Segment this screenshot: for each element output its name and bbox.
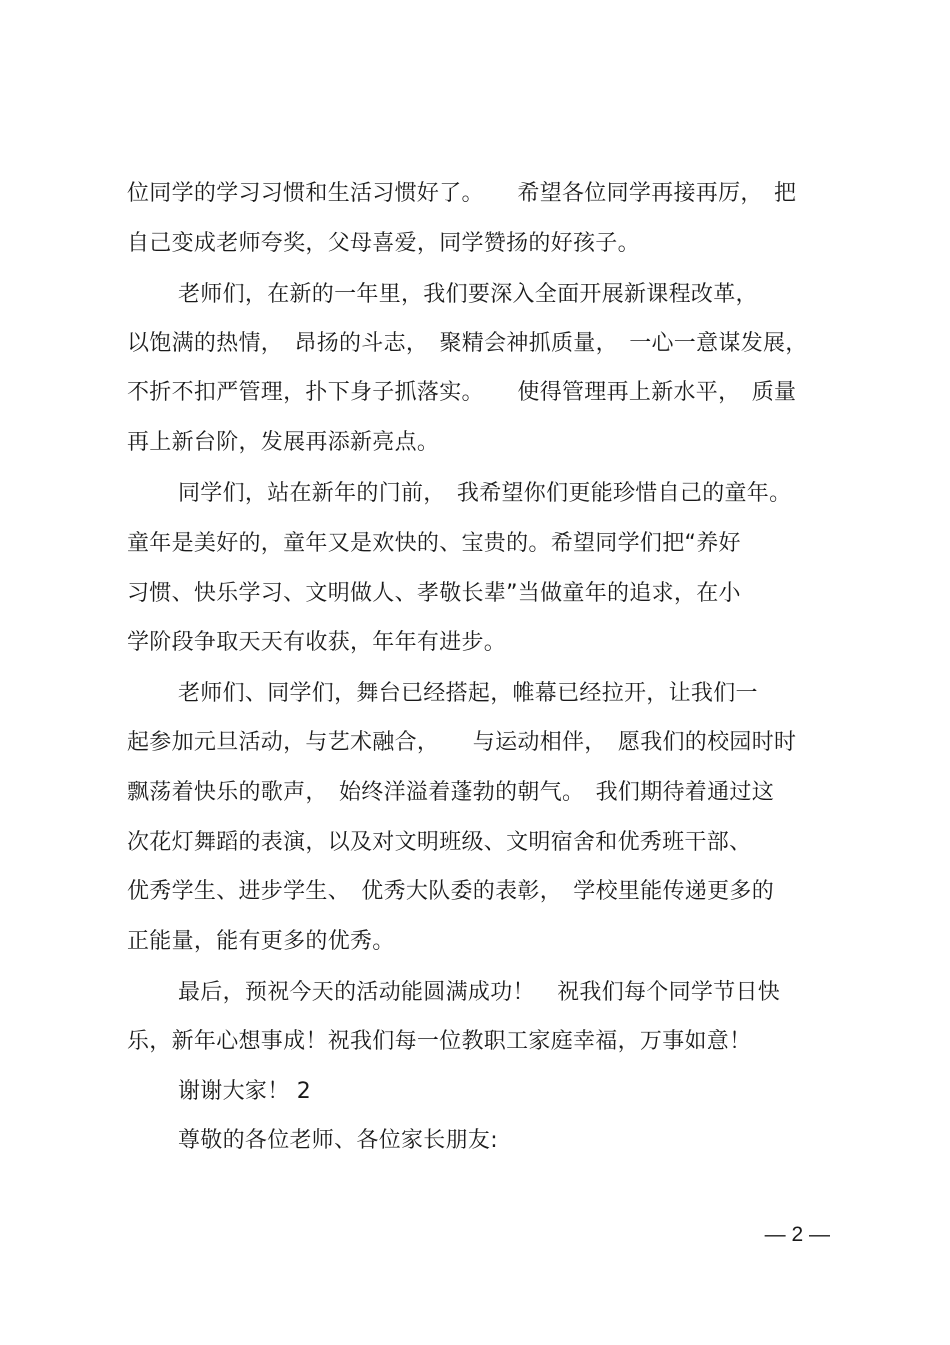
- text-line: 习惯、快乐学习、文明做人、孝敬长辈”当做童年的追求，在小: [127, 581, 741, 606]
- text-line: 学阶段争取天天有收获，年年有进步。: [127, 630, 507, 655]
- text-line: 正能量，能有更多的优秀。: [127, 929, 395, 954]
- page-number: — 2 —: [764, 1223, 830, 1246]
- text-line: 以饱满的热情， 昂扬的斗志， 聚精会神抓质量， 一心一意谋发展，: [127, 331, 808, 356]
- text-line: 位同学的学习习惯和生活习惯好了。 希望各位同学再接再厉， 把: [127, 181, 797, 206]
- text-line: 童年是美好的，童年又是欢快的、宝贵的。希望同学们把“养好: [127, 531, 741, 556]
- text-line: 乐，新年心想事成！祝我们每一位教职工家庭幸福，万事如意！: [127, 1029, 752, 1054]
- text-line: 飘荡着快乐的歌声， 始终洋溢着蓬勃的朝气。 我们期待着通过这: [127, 780, 775, 805]
- closing-thanks: 谢谢大家！ 2: [178, 1079, 312, 1104]
- paragraph-start: 最后，预祝今天的活动能圆满成功！ 祝我们每个同学节日快: [178, 980, 781, 1005]
- text-line: 再上新台阶，发展再添新亮点。: [127, 430, 440, 455]
- text-line: 优秀学生、进步学生、 优秀大队委的表彰， 学校里能传递更多的: [127, 879, 775, 904]
- text-line: 次花灯舞蹈的表演，以及对文明班级、文明宿舍和优秀班干部、: [127, 830, 752, 855]
- text-line: 起参加元旦活动，与艺术融合， 与运动相伴， 愿我们的校园时时: [127, 730, 797, 755]
- text-line: 不折不扣严管理，扑下身子抓落实。 使得管理再上新水平， 质量: [127, 380, 797, 405]
- text-line: 自己变成老师夸奖，父母喜爱，同学赞扬的好孩子。: [127, 231, 640, 256]
- paragraph-start: 老师们、同学们，舞台已经搭起，帷幕已经拉开，让我们一: [178, 681, 758, 706]
- paragraph-start: 同学们，站在新年的门前， 我希望你们更能珍惜自己的童年。: [178, 481, 792, 506]
- salutation: 尊敬的各位老师、各位家长朋友:: [178, 1128, 498, 1153]
- paragraph-start: 老师们，在新的一年里，我们要深入全面开展新课程改革，: [178, 282, 758, 307]
